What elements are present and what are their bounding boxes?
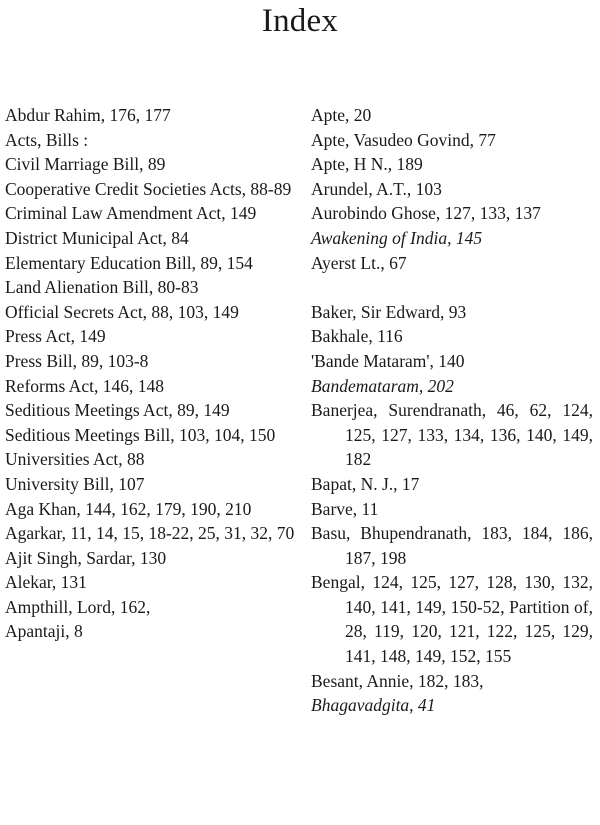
index-entry: Aga Khan, 144, 162, 179, 190, 210 (5, 498, 252, 519)
index-entry: Land Alienation Bill, 80-83 (5, 277, 199, 298)
index-entry: Criminal Law Amendment Act, 149 (5, 203, 257, 224)
index-entry: Besant, Annie, 182, 183, (311, 670, 484, 691)
index-entry: Universities Act, 88 (5, 449, 145, 470)
entry-gap (311, 275, 593, 300)
index-entry: Ampthill, Lord, 162, (5, 596, 151, 617)
index-entry: Acts, Bills : (5, 129, 89, 150)
index-entry: Bengal, 124, 125, 127, 128, 130, 132, 140, 141, 149, 150-52, Partition of, 28, 119, 120, 121, 122, 125, 129, 141, 148, 149, 152, 155 (311, 572, 593, 667)
index-entry: Civil Marriage Bill, 89 (5, 154, 166, 175)
index-entry: Apte, Vasudeo Govind, 77 (311, 129, 496, 150)
index-entry: Bhagavadgita, 41 (311, 695, 436, 716)
index-entry: University Bill, 107 (5, 473, 145, 494)
index-entry: Barve, 11 (311, 498, 379, 519)
index-entry: Official Secrets Act, 88, 103, 149 (5, 301, 239, 322)
index-entry: Bandemataram, 202 (311, 375, 454, 396)
index-entry: Agarkar, 11, 14, 15, 18-22, 25, 31, 32, 70 (5, 523, 295, 544)
index-entry: Awakening of India, 145 (311, 227, 483, 248)
index-column-left (5, 103, 295, 644)
index-entry: Elementary Education Bill, 89, 154 (5, 252, 253, 273)
index-entry: Bakhale, 116 (311, 326, 403, 347)
page-title: Index (261, 3, 339, 39)
index-entry: 'Bande Mataram', 140 (311, 350, 465, 371)
index-entry: Seditious Meetings Act, 89, 149 (5, 400, 230, 421)
index-entry: Apte, 20 (311, 105, 372, 125)
index-entry: Banerjea, Surendranath, 46, 62, 124, 125, 127, 133, 134, 136, 140, 149, 182 (311, 400, 593, 470)
index-entry: Press Bill, 89, 103-8 (5, 350, 149, 371)
index-column-right (311, 103, 593, 718)
index-entry: Press Act, 149 (5, 326, 106, 347)
index-entry: Apantaji, 8 (5, 621, 83, 642)
index-entry: Aurobindo Ghose, 127, 133, 137 (311, 203, 541, 224)
index-entry: District Municipal Act, 84 (5, 227, 189, 248)
index-entry: Seditious Meetings Bill, 103, 104, 150 (5, 424, 276, 445)
index-entry: Alekar, 131 (5, 572, 87, 593)
index-entry: Apte, H N., 189 (311, 154, 423, 175)
index-entry: Bapat, N. J., 17 (311, 473, 420, 494)
index-entry: Ayerst Lt., 67 (311, 252, 407, 273)
index-entry: Abdur Rahim, 176, 177 (5, 105, 171, 125)
index-entry: Cooperative Credit Societies Acts, 88-89 (5, 178, 292, 199)
index-entry: Arundel, A.T., 103 (311, 178, 442, 199)
index-entry: Ajit Singh, Sardar, 130 (5, 547, 167, 568)
index-entry: Reforms Act, 146, 148 (5, 375, 164, 396)
index-entry: Basu, Bhupendranath, 183, 184, 186, 187, 198 (311, 523, 593, 568)
index-entry: Baker, Sir Edward, 93 (311, 301, 467, 322)
